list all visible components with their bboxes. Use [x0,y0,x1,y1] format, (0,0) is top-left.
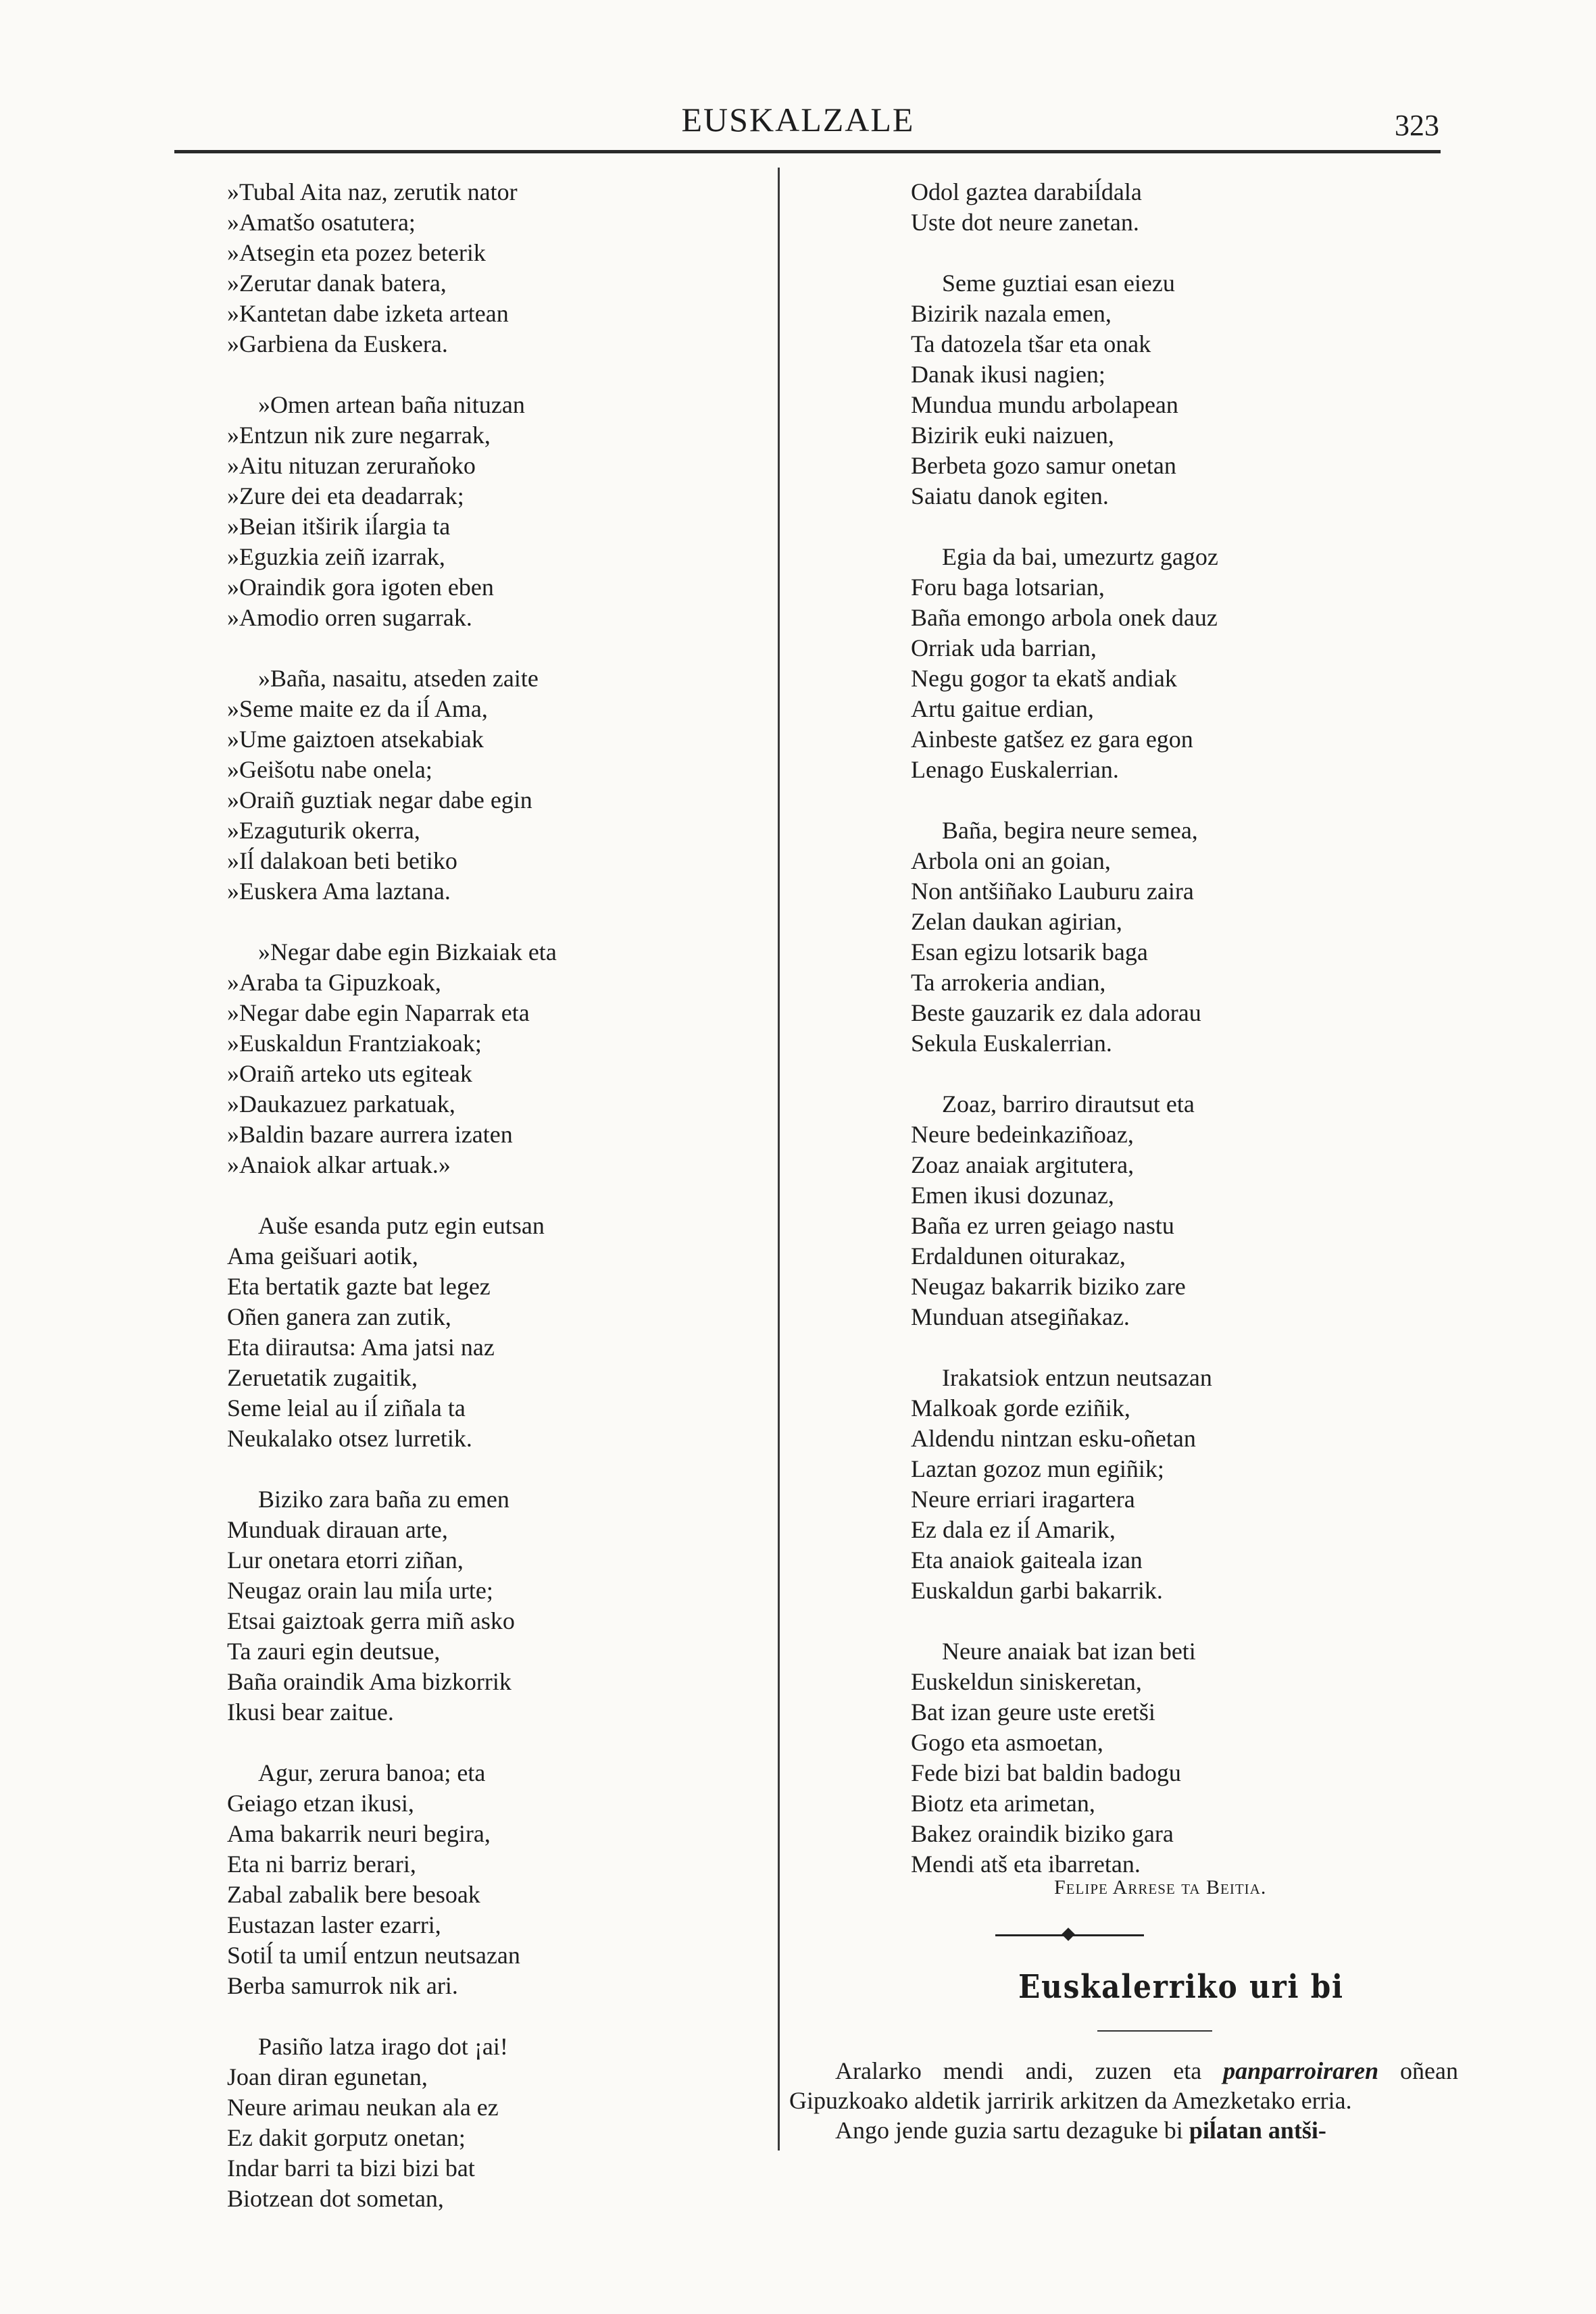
poem-line: »Aitu nituzan zeruraňoko [227,452,476,479]
stanza [911,268,1451,511]
poem-line: Etsai gaiztoak gerra miñ asko [227,1607,515,1634]
ornament-divider [995,1928,1144,1942]
poem-line: »Baña, nasaitu, atseden zaite [258,665,539,692]
column-divider [778,168,780,2150]
poem-line: Fede bizi bat baldin badogu [911,1759,1181,1786]
poem-line: »Oraiñ arteko uts egiteak [227,1060,472,1087]
poem-line: »Amatšo osatutera; [227,209,416,236]
poem-line: Emen ikusi dozunaz, [911,1182,1114,1209]
poem-line: Bizirik euki naizuen, [911,422,1114,449]
poem-line: Neure anaiak bat izan beti [942,1638,1196,1665]
poem-line: Joan diran egunetan, [227,2063,428,2090]
stanza [911,1089,1451,1332]
poem-line: Seme leial au iĺ ziñala ta [227,1394,466,1422]
poem-line: Ta zauri egin deutsue, [227,1638,441,1665]
poem-line: Arbola oni an goian, [911,847,1111,874]
poem-line: Biziko zara baña zu emen [258,1486,509,1513]
poem-line: Esan egizu lotsarik baga [911,938,1148,965]
paragraph-text: Ango jende guzia sartu dezaguke bi [835,2117,1189,2144]
poem-line: Ta arrokeria andian, [911,969,1106,996]
poem-line: Ama bakarrik neuri begira, [227,1820,491,1847]
poem-line: Malkoak gorde eziñik, [911,1394,1130,1422]
poem-line: »Entzun nik zure negarrak, [227,422,491,449]
header-rule [174,150,1441,153]
stanza [911,815,1451,1059]
poem-line: Ama geišuari aotik, [227,1242,418,1269]
stanza [227,1484,761,1728]
poem-line: Non antšiñako Lauburu zaira [911,878,1194,905]
poem-line: Erdaldunen oiturakaz, [911,1242,1126,1269]
poem-line: Foru baga lotsarian, [911,574,1105,601]
poem-line: Neukalako otsez lurretik. [227,1425,472,1452]
bold-words: piĺatan antši- [1189,2117,1326,2144]
poem-line: »Oraiñ guztiak negar dabe egin [227,786,532,813]
poem-line: Biotzean dot sometan, [227,2185,444,2212]
poem-line: »Baldin bazare aurrera izaten [227,1121,513,1148]
poem-line: Zoaz, barriro dirautsut eta [942,1090,1195,1117]
poem-signature: Felipe Arrese ta Beitia. [1054,1876,1267,1898]
poem-line: Uste dot neure zanetan. [911,209,1139,236]
poem-line: Zabal zabalik bere besoak [227,1881,480,1908]
poem-line: »Amodio orren sugarrak. [227,604,472,631]
poem-line: »Seme maite ez da iĺ Ama, [227,695,488,722]
poem-line: Ikusi bear zaitue. [227,1699,394,1726]
poem-line: »Atsegin eta pozez beterik [227,239,486,266]
poem-line: Seme guztiai esan eiezu [942,270,1175,297]
poem-line: Baña ez urren geiago nastu [911,1212,1174,1239]
stanza [227,1211,761,1454]
poem-line: »Zure dei eta deadarrak; [227,482,464,509]
stanza [911,1636,1451,1880]
poem-line: »Tubal Aita naz, zerutik nator [227,178,518,205]
poem-line: Baña oraindik Ama bizkorrik [227,1668,512,1695]
poem-line: Agur, zerura banoa; eta [258,1759,486,1786]
poem-line: Ez dala ez iĺ Amarik, [911,1516,1116,1543]
stanza [227,663,761,907]
poem-line: »Garbiena da Euskera. [227,330,448,357]
poem-line: Saiatu danok egiten. [911,482,1109,509]
poem-line: »Euskaldun Frantziakoak; [227,1030,482,1057]
poem-line: »Euskera Ama laztana. [227,878,451,905]
poem-line: Odol gaztea darabiĺdala [911,178,1142,205]
poem-line: Egia da bai, umezurtz gagoz [942,543,1218,570]
poem-line: Orriak uda barrian, [911,634,1097,661]
poem-line: Sotiĺ ta umiĺ entzun neutsazan [227,1942,520,1969]
stanza [227,1758,761,2001]
poem-line: Geiago etzan ikusi, [227,1790,414,1817]
page-number: 323 [1395,109,1439,142]
poem-line: Neure bedeinkaziñoaz, [911,1121,1134,1148]
poem-line: Eta ni barriz berari, [227,1851,416,1878]
poem-line: Zelan daukan agirian, [911,908,1122,935]
poem-line: Euskeldun siniskeretan, [911,1668,1142,1695]
poem-line: »Daukazuez parkatuak, [227,1090,455,1117]
poem-line: Mendi atš eta ibarretan. [911,1851,1141,1878]
poem-line: Bizirik nazala emen, [911,300,1112,327]
stanza [227,390,761,633]
poem-line: Zoaz anaiak argitutera, [911,1151,1134,1178]
emphasized-word: panparroiraren [1223,2057,1379,2084]
poem-line: Baña emongo arbola onek dauz [911,604,1218,631]
poem-line: Bat izan geure uste eretši [911,1699,1155,1726]
poem-line: Danak ikusi nagien; [911,361,1105,388]
poem-line: Biotz eta arimetan, [911,1790,1095,1817]
stanza [911,542,1451,785]
poem-line: »Anaiok alkar artuak.» [227,1151,451,1178]
poem-line: »Beian itširik iĺargia ta [227,513,451,540]
poem-line: »Geišotu nabe onela; [227,756,432,783]
poem-line: Laztan gozoz mun egiñik; [911,1455,1164,1482]
poem-line: Gogo eta asmoetan, [911,1729,1103,1756]
stanza [227,177,761,359]
poem-line: Sekula Euskalerrian. [911,1030,1112,1057]
stanza [227,937,761,1180]
poem-line: »Ezaguturik okerra, [227,817,420,844]
poem-line: Beste gauzarik ez dala adorau [911,999,1201,1026]
poem-line: Neure arimau neukan ala ez [227,2094,499,2121]
poem-line: Neugaz bakarrik biziko zare [911,1273,1186,1300]
stanza [227,2032,761,2214]
poem-line: »Araba ta Gipuzkoak, [227,969,441,996]
poem-line: »Kantetan dabe izketa artean [227,300,509,327]
poem-line: Eta diirautsa: Ama jatsi naz [227,1334,495,1361]
poem-line: Ez dakit gorputz onetan; [227,2124,466,2151]
poem-line: Lenago Euskalerrian. [911,756,1119,783]
poem-line: Zeruetatik zugaitik, [227,1364,418,1391]
poem-line: Munduan atsegiñakaz. [911,1303,1130,1330]
poem-line: »Negar dabe egin Bizkaiak eta [258,938,557,965]
poem-line: Eta bertatik gazte bat legez [227,1273,491,1300]
poem-line: Mundua mundu arbolapean [911,391,1178,418]
heading-rule [1097,2030,1212,2032]
poem-line: Euskaldun garbi bakarrik. [911,1577,1163,1604]
poem-line: Artu gaitue erdian, [911,695,1094,722]
running-head-title: EUSKALZALE [681,101,915,139]
poem-line: »Eguzkia zeiñ izarrak, [227,543,445,570]
poem-line: »Oraindik gora igoten eben [227,574,494,601]
paragraph-text: Aralarko mendi andi, zuzen eta [835,2057,1224,2084]
paragraph-text: oñean Gipuzkoako aldetik jarririk arkitzen da Amezketako erria. [789,2057,1458,2114]
stanza [911,1363,1451,1606]
poem-line: Pasiño latza irago dot ¡ai! [258,2033,508,2060]
poem-line: »Ume gaiztoen atsekabiak [227,726,484,753]
poem-line: Neugaz orain lau miĺa urte; [227,1577,493,1604]
poem-line: Berba samurrok nik ari. [227,1972,458,1999]
poem-line: Ainbeste gatšez ez gara egon [911,726,1193,753]
right-column-poem [911,177,1451,1910]
poem-line: Oñen ganera zan zutik, [227,1303,451,1330]
poem-line: Lur onetara etorri ziñan, [227,1546,464,1574]
article-heading: Euskalerriko uri bi [1018,1968,1344,2006]
stanza [911,177,1451,238]
article-paragraph [789,2056,1458,2115]
poem-line: Irakatsiok entzun neutsazan [942,1364,1212,1391]
poem-line: Negu gogor ta ekatš andiak [911,665,1177,692]
poem-line: Aldendu nintzan esku-oñetan [911,1425,1196,1452]
poem-line: Eta anaiok gaiteala izan [911,1546,1143,1574]
article-paragraph [789,2115,1458,2145]
poem-line: Eustazan laster ezarri, [227,1911,441,1938]
poem-line: Auše esanda putz egin eutsan [258,1212,545,1239]
poem-line: Neure erriari iragartera [911,1486,1135,1513]
poem-line: »Iĺ dalakoan beti betiko [227,847,457,874]
poem-line: Indar barri ta bizi bizi bat [227,2155,475,2182]
poem-line: Baña, begira neure semea, [942,817,1198,844]
poem-line: »Omen artean baña nituzan [258,391,525,418]
poem-line: »Zerutar danak batera, [227,270,447,297]
poem-line: Ta datozela tšar eta onak [911,330,1151,357]
poem-line: Bakez oraindik biziko gara [911,1820,1174,1847]
poem-line: Munduak dirauan arte, [227,1516,448,1543]
left-column-poem [227,177,761,2244]
article-body [789,2056,1458,2145]
poem-line: »Negar dabe egin Naparrak eta [227,999,530,1026]
poem-line: Berbeta gozo samur onetan [911,452,1176,479]
